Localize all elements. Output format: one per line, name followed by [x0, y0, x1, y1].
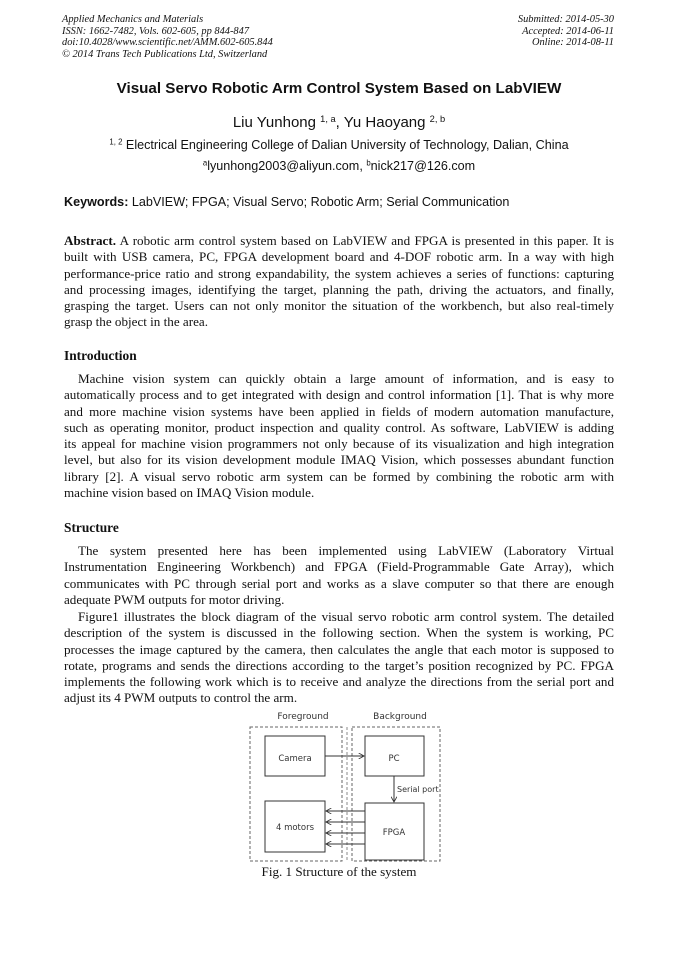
abstract-line: grasping the target. Users can not only monitor the situation of the workbench, but also real-timely — [64, 298, 614, 314]
author-separator: , — [335, 114, 344, 131]
submitted-date: Submitted: 2014-05-30 — [517, 14, 614, 25]
abstract-line: and processing images, identifying the target, planning the path, driving the actuators, and finally, — [64, 281, 614, 297]
affiliation — [0, 138, 678, 152]
paragraph-line: implements the following work which is to receive and analyze the directions from the serial port and — [64, 674, 614, 690]
paragraph-line: such as operating monitor, product inspection and quality control. As software, LabVIEW is adding — [64, 419, 614, 435]
abstract-line: performance-price ratio and strong expandability, the system achieves a series of functions: capturing — [64, 265, 614, 281]
camera-label: Camera — [278, 754, 312, 764]
paragraph-line: and more machine vision systems have been applied in fields of modern automation manufacture, — [64, 403, 614, 419]
paragraph-line: communicates with PC through serial port and works as a slave computer so that there are enough — [64, 575, 614, 591]
serial-port-label: Serial port — [397, 785, 439, 794]
paper-title: Visual Servo Robotic Arm Control System Based on LabVIEW — [116, 80, 562, 97]
introduction-paragraph — [64, 371, 614, 501]
doi-line[interactable]: doi:10.4028/www.scientific.net/AMM.602-605.844 — [62, 37, 273, 49]
figure-caption: Fig. 1 Structure of the system — [261, 864, 417, 879]
structure-paragraph — [64, 609, 614, 707]
journal-header-left — [62, 14, 273, 60]
author-affiliation-marks: 1, a — [320, 113, 336, 124]
accepted-date: Accepted: 2014-06-11 — [522, 25, 614, 37]
paragraph-line: automatically process and to get integrated with design and control information [1]. That is why more — [64, 387, 614, 403]
motors-label: 4 motors — [275, 823, 315, 833]
abstract-line-text: A robotic arm control system based on LabVIEW and FPGA is presented in this paper. It is — [116, 233, 614, 248]
group-label-foreground: Foreground — [277, 712, 329, 722]
paragraph-line: library [2]. A visual servo robotic arm system can be formed by combining the robotic arm with — [64, 468, 614, 484]
paragraph-line: description of the system is discussed in the following section. When the system is working, PC — [64, 625, 614, 641]
section-heading-structure: Structure — [64, 520, 119, 535]
email-mark: a — [202, 158, 208, 168]
paragraph-line: adjust its 4 PWM outputs to control the arm. — [64, 690, 298, 706]
paragraph-line: Instrumentation Engineering Workbench) and FPGA (Field-Programmable Gate Array), which — [64, 559, 614, 575]
author-affiliation-marks: 2, b — [429, 113, 446, 124]
abstract-line: built with USB camera, PC, FPGA development board and 4-DOF robotic arm. In a way with high — [64, 249, 614, 265]
journal-header-right — [518, 14, 614, 49]
email-link[interactable]: lyunhong2003@aliyun.com — [207, 159, 360, 173]
affiliation-text: Electrical Engineering College of Dalian University of Technology, Dalian, China — [125, 138, 569, 152]
paragraph-line: Machine vision system can quickly obtain a large amount of information, and is easy to — [78, 371, 614, 386]
structure-paragraph — [64, 543, 614, 608]
paragraph-line: its appeal for machine vision programmers not only because of its visualization and high integration — [64, 436, 614, 452]
abstract-line — [64, 233, 614, 249]
pc-label: PC — [388, 754, 400, 764]
keywords — [64, 195, 509, 209]
fpga-label: FPGA — [382, 828, 406, 838]
author-name: Yu Haoyang — [343, 114, 426, 131]
keywords-label: Keywords: — [64, 195, 129, 209]
author-name: Liu Yunhong — [232, 114, 316, 131]
email-mark: b — [366, 158, 371, 168]
copyright-line: © 2014 Trans Tech Publications Ltd, Switzerland — [62, 48, 268, 60]
paragraph-line: level, but also for its vision development module IMAQ Vision, which possesses abundant function — [64, 452, 614, 468]
abstract-line: grasp the object in the area. — [64, 314, 208, 330]
online-date: Online: 2014-08-11 — [531, 37, 614, 49]
paragraph-line: The system presented here has been implemented using LabVIEW (Laboratory Virtual — [78, 543, 614, 558]
email-separator: , — [359, 159, 367, 173]
abstract — [64, 233, 614, 331]
paragraph-line: rotate, programs and sends the directions according to the target’s position recognized by PC. FPGA — [64, 657, 614, 673]
paragraph-line: processes the image captured by the camera, then calculates the angle that each motor is supposed to — [64, 641, 614, 657]
issn-line: ISSN: 1662-7482, Vols. 602-605, pp 844-847 — [62, 25, 250, 37]
group-label-background: Background — [373, 712, 427, 722]
keywords-text: LabVIEW; FPGA; Visual Servo; Robotic Arm; Serial Communication — [131, 195, 510, 209]
abstract-label: Abstract. — [64, 233, 116, 248]
email-link[interactable]: nick217@126.com — [370, 159, 476, 173]
figure-1-block-diagram — [247, 705, 443, 865]
paragraph-line: adequate PWM outputs for motor driving. — [64, 591, 285, 607]
journal-name: Applied Mechanics and Materials — [62, 14, 204, 25]
section-heading-introduction: Introduction — [64, 348, 137, 363]
email-list — [0, 159, 678, 173]
paragraph-line: Figure1 illustrates the block diagram of the visual servo robotic arm control system. The detailed — [78, 609, 614, 624]
author-list — [0, 114, 678, 131]
paragraph-line: machine vision based on IMAQ Vision module. — [64, 485, 315, 501]
block-diagram-svg — [247, 705, 443, 865]
affiliation-marks: 1, 2 — [109, 137, 123, 147]
